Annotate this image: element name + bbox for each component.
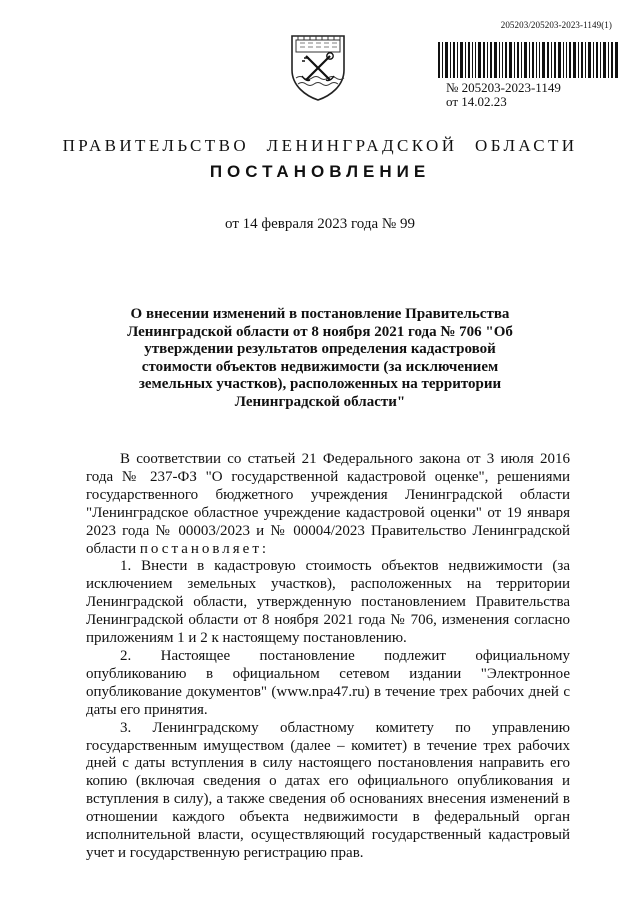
item-3: 3. Ленинградскому областному комитету по управлению государственным имуществом (далее – комитет) в течение трех рабочих дней с даты вступления в силу настоящего постановления направить его копию (включая сведения о датах его официального опубликования и вступления в силу), а также сведения об основаниях внесения изменений в отношении каждого объекта недвижимости в федеральный орган исполнительной власти, осуществляющий государственный кадастровый учет и государственную регистрацию прав. — [86, 719, 570, 861]
document-date-line: от 14 февраля 2023 года № 99 — [225, 216, 415, 232]
document-type: ПОСТАНОВЛЕНИЕ — [209, 162, 431, 181]
preamble-paragraph — [86, 451, 570, 558]
coat-of-arms-icon — [286, 30, 350, 102]
top-reference-number: 205203/205203-2023-1149(1) — [500, 20, 612, 30]
registration-number: № 205203-2023-1149 — [446, 80, 561, 95]
document-body — [86, 451, 570, 863]
government-title: ПРАВИТЕЛЬСТВО ЛЕНИНГРАДСКОЙ ОБЛАСТИ — [62, 136, 578, 155]
preamble-text: В соответствии со статьей 21 Федерального закона от 3 июля 2016 года № 237-ФЗ "О государственной кадастровой оценке", решениями государственного бюджетного учреждения Ленинградской области "Ленинградское областное учреждение кадастровой оценки" от 19 января 2023 года № 00003/2023 и № 00004/2023 Правительство Ленинградской области — [86, 451, 570, 557]
barcode-icon — [438, 42, 618, 78]
document-heading: О внесении изменений в постановление Правительства Ленинградской области от 8 ноября 2021 года № 706 "Об утверждении результатов определения кадастровой стоимости объектов недвижимости (за исключением земельных участков), расположенных на территории Ленинградской области" — [127, 306, 513, 410]
registration-date: от 14.02.23 — [446, 94, 507, 109]
item-2: 2. Настоящее постановление подлежит официальному опубликованию в официальном сетевом издании "Электронное опубликование документов" (www.npa47.ru) в течение трех рабочих дней с даты его принятия. — [86, 647, 570, 718]
item-1: 1. Внести в кадастровую стоимость объектов недвижимости (за исключением земельных участков), расположенных на территории Ленинградской области, утвержденную постановлением Правительства Ленинградской области от 8 ноября 2021 года № 706, изменения согласно приложениям 1 и 2 к настоящему постановлению. — [86, 558, 570, 647]
preamble-verb: постановляет: — [139, 540, 270, 557]
